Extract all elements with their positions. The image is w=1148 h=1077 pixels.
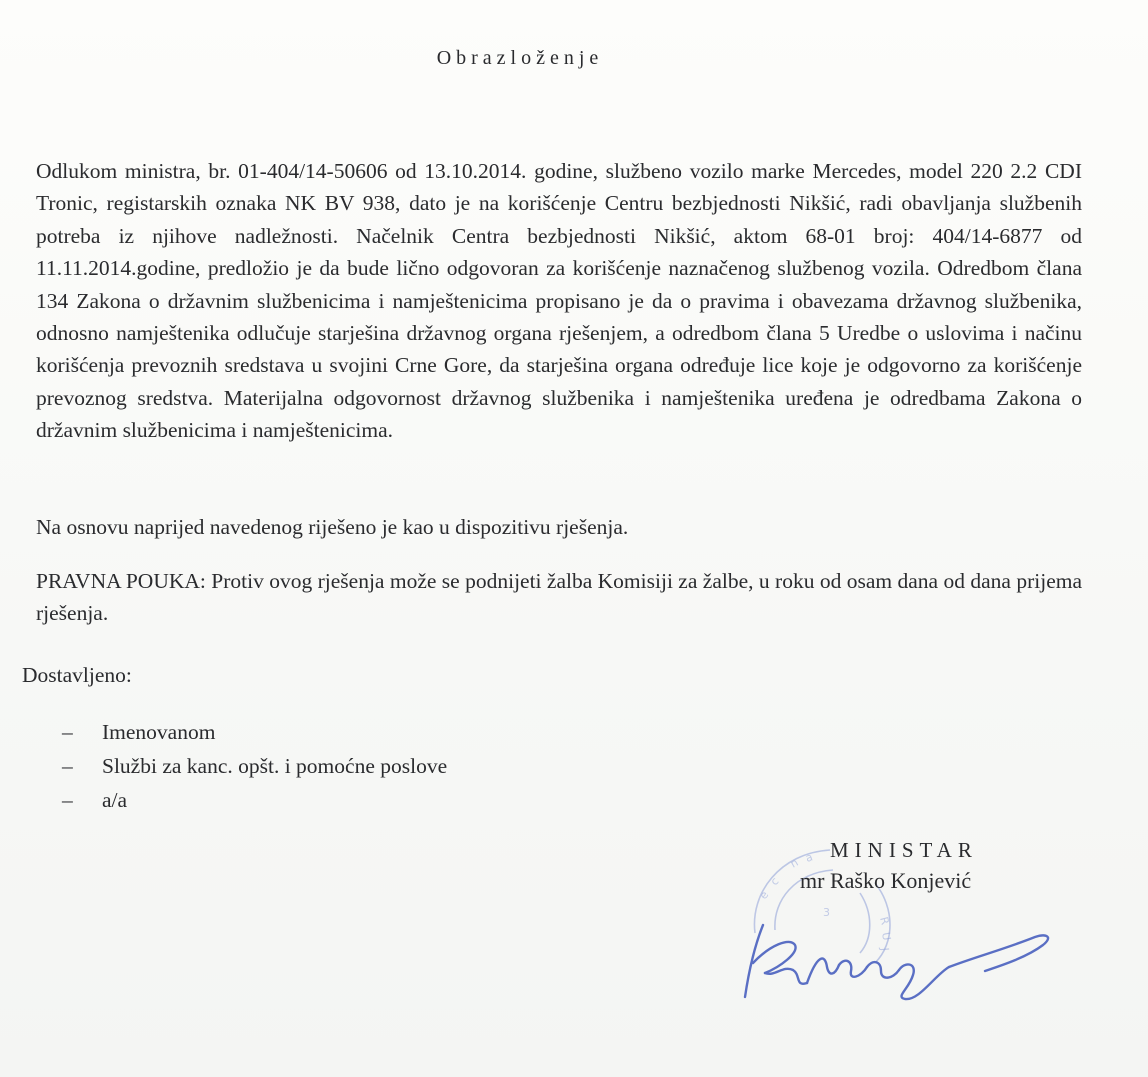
recipient-list <box>62 715 447 817</box>
signatory-name: mr Raško Konjević <box>800 868 972 893</box>
handwritten-signature-icon <box>735 915 1065 1010</box>
svg-text:n: n <box>788 855 801 871</box>
dash-bullet: – <box>62 788 73 812</box>
svg-text:J: J <box>878 947 892 952</box>
delivered-label: Dostavljeno: <box>22 663 132 687</box>
signature-title: MINISTAR <box>830 838 978 862</box>
svg-text:c: c <box>767 874 782 889</box>
recipient-text: Imenovanom <box>102 720 216 744</box>
svg-text:3: 3 <box>823 906 830 919</box>
svg-text:R: R <box>877 915 892 927</box>
reasoning-paragraph: Odlukom ministra, br. 01-404/14-50606 od 13.10.2014. godine, službeno vozilo marke Mercedes, model 220 2.2 CDI Tronic, registarskih oznaka NK BV 938, dato je na korišćenje Centru bezbjednosti Nikšić, radi obavljanja službenih potreba iz njihove nadležnosti. Načelnik Centra bezbjednosti Nikšić, aktom 68-01 broj: 404/14-6877 od 11.11.2014.godine, predložio je da bude lično odgovoran za korišćenje naznačenog službenog vozila. Odredbom člana 134 Zakona o državnim službenicima i namještenicima propisano je da o pravima i obavezama državnog službenika, odnosno namještenika odlučuje starješina državnog organa rješenjem, a odredbom člana 5 Uredbe o uslovima i načinu korišćenja prevoznih sredstava u svojini Crne Gore, da starješina organa određuje lice koje je odgovorno za korišćenje prevoznog sredstva. Materijalna odgovornost državnog službenika i namještenika uređena je odredbama Zakona o državnim službenicima i namještenicima. <box>36 159 1082 443</box>
svg-text:a: a <box>803 850 815 865</box>
conclusion-paragraph: Na osnovu naprijed navedenog riješeno je kao u dispozitivu rješenja. <box>36 515 629 539</box>
svg-text:U: U <box>879 931 894 942</box>
legal-remedy-paragraph: PRAVNA POUKA: Protiv ovog rješenja može se podnijeti žalba Komisiji za žalbe, u roku od osam dana od dana prijema rješenja. <box>36 569 1082 626</box>
list-item <box>62 749 447 783</box>
dash-bullet: – <box>62 720 73 744</box>
dash-bullet: – <box>62 754 73 778</box>
recipient-text: Službi za kanc. opšt. i pomoćne poslove <box>102 754 448 778</box>
svg-text:e: e <box>756 888 772 902</box>
recipient-text: a/a <box>102 788 128 812</box>
list-item <box>62 715 447 749</box>
list-item <box>62 783 447 817</box>
document-title: Obrazloženje <box>436 47 604 69</box>
